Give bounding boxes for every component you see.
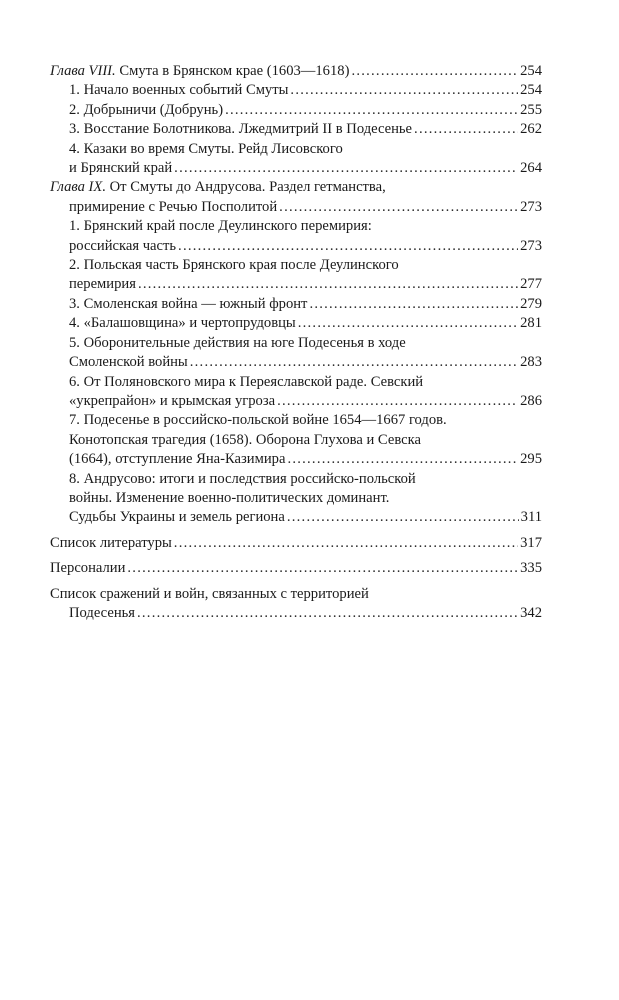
toc-entry-text: перемирия: [69, 276, 136, 293]
toc-line: [69, 373, 542, 392]
chapter-label: Глава IX.: [50, 179, 106, 196]
toc-entry-text: 2. Добрыничи (Добрунь): [69, 101, 224, 118]
toc-page-number: 281: [520, 315, 542, 332]
toc-line: [69, 159, 542, 178]
toc-line: [69, 314, 542, 333]
toc-line: [50, 559, 542, 578]
toc-section-entry: [50, 120, 542, 139]
toc-page-number: 286: [520, 392, 542, 409]
toc-page-number: 277: [520, 276, 542, 293]
dot-leader: [279, 198, 518, 217]
toc-chapter-entry: [50, 534, 542, 553]
toc-chapter-entry: [50, 585, 542, 624]
toc-line: [69, 470, 542, 489]
dot-leader: [351, 62, 518, 81]
toc-entry-text: и Брянский край: [69, 160, 173, 177]
toc-section-entry: [50, 411, 542, 469]
dot-leader: [174, 534, 518, 553]
toc-entry-text: Список литературы: [50, 534, 172, 551]
toc-line: [69, 237, 542, 256]
toc-section-entry: [50, 334, 542, 373]
toc-line: [50, 198, 542, 217]
toc-entry-text: 4. Казаки во время Смуты. Рейд Лисовского: [69, 140, 343, 157]
toc-entry-text: 2. Польская часть Брянского края после Деулинского: [69, 257, 399, 274]
chapter-label: Глава VIII.: [50, 63, 116, 79]
toc-chapter-entry: [50, 62, 542, 81]
dot-leader: [287, 508, 519, 527]
toc-line: [50, 585, 542, 604]
toc-page-number: 279: [520, 295, 542, 312]
toc-page-number: 295: [520, 451, 542, 468]
toc-entry-text: Подесенья: [69, 604, 135, 621]
toc-page-number: 311: [520, 509, 542, 526]
toc-entry-text: Смоленской войны: [69, 354, 188, 371]
dot-leader: [190, 353, 518, 372]
toc-entry-text: 5. Оборонительные действия на юге Подесенья в ходе: [69, 334, 406, 351]
dot-leader: [137, 604, 518, 623]
toc-line: [69, 256, 542, 275]
toc-entry-text: 3. Смоленская война — южный фронт: [69, 295, 308, 312]
toc-entry-text: Конотопская трагедия (1658). Оборона Глухова и Севска: [69, 431, 421, 448]
toc-section-entry: [50, 140, 542, 179]
toc-page-number: 254: [520, 82, 542, 99]
toc-page-number: 264: [520, 160, 542, 177]
toc-page-number: 255: [520, 101, 542, 118]
toc-page-number: 317: [520, 534, 542, 551]
toc-section-entry: [50, 470, 542, 528]
toc-entry-text: 1. Брянский край после Деулинского перемирия:: [69, 218, 372, 235]
toc-line: [50, 178, 542, 197]
dot-leader: [309, 295, 518, 314]
toc-line: [69, 217, 542, 236]
toc-chapter-entry: [50, 178, 542, 217]
toc-page-number: 262: [520, 121, 542, 138]
toc-line: [50, 604, 542, 623]
toc-entry-text: 7. Подесенье в российско-польской войне 1654—1667 годов.: [69, 412, 447, 429]
dot-leader: [298, 314, 518, 333]
toc-line: [69, 120, 542, 139]
toc-entry-text: 3. Восстание Болотникова. Лжедмитрий II в Подесенье: [69, 121, 413, 138]
toc-line: [69, 392, 542, 411]
dot-leader: [174, 159, 518, 178]
toc-line: [69, 101, 542, 120]
toc-page-number: 254: [520, 63, 542, 79]
toc-line: [69, 275, 542, 294]
toc-entry-text: 8. Андрусово: итоги и последствия российско-польской: [69, 470, 416, 487]
toc-section-entry: [50, 295, 542, 314]
dot-leader: [178, 237, 518, 256]
toc-section-entry: [50, 81, 542, 100]
dot-leader: [290, 81, 518, 100]
toc-entry-text: российская часть: [69, 237, 177, 254]
toc-section-entry: [50, 217, 542, 256]
dot-leader: [414, 120, 518, 139]
toc-line: [69, 140, 542, 159]
toc-page-number: 273: [520, 198, 542, 215]
table-of-contents: [50, 62, 542, 623]
toc-entry-text: 6. От Поляновского мира к Переяславской раде. Севский: [69, 373, 424, 390]
toc-entry-text: войны. Изменение военно-политических доминант.: [69, 489, 390, 506]
dot-leader: [138, 275, 518, 294]
toc-line: [69, 508, 542, 527]
toc-line: [69, 431, 542, 450]
toc-entry-text: «укрепрайон» и крымская угроза: [69, 392, 276, 409]
dot-leader: [277, 392, 518, 411]
toc-line: [69, 489, 542, 508]
toc-line: [69, 353, 542, 372]
dot-leader: [287, 450, 518, 469]
toc-line: [69, 81, 542, 100]
toc-entry-text: Список сражений и войн, связанных с территорией: [50, 585, 369, 602]
toc-section-entry: [50, 101, 542, 120]
toc-page-number: 335: [520, 560, 542, 577]
toc-entry-text: 4. «Балашовщина» и чертопрудовцы: [69, 315, 296, 332]
toc-section-entry: [50, 314, 542, 333]
toc-entry-text: Смута в Брянском крае (1603—1618): [119, 63, 350, 79]
toc-line: [50, 534, 542, 553]
toc-chapter-entry: [50, 559, 542, 578]
dot-leader: [225, 101, 518, 120]
toc-line: [69, 295, 542, 314]
toc-line: [69, 334, 542, 353]
toc-page-number: 342: [520, 604, 542, 621]
toc-entry-text: 1. Начало военных событий Смуты: [69, 82, 289, 99]
toc-entry-text: (1664), отступление Яна-Казимира: [69, 451, 286, 468]
toc-line: [69, 411, 542, 430]
dot-leader: [127, 559, 518, 578]
toc-section-entry: [50, 373, 542, 412]
toc-entry-text: примирение с Речью Посполитой: [69, 198, 278, 215]
toc-page-number: 273: [520, 237, 542, 254]
toc-section-entry: [50, 256, 542, 295]
toc-entry-text: От Смуты до Андрусова. Раздел гетманства,: [109, 179, 386, 196]
toc-line: [50, 62, 542, 81]
toc-line: [69, 450, 542, 469]
toc-entry-text: Судьбы Украины и земель региона: [69, 509, 285, 526]
toc-page-number: 283: [520, 354, 542, 371]
toc-entry-text: Персоналии: [50, 560, 126, 577]
